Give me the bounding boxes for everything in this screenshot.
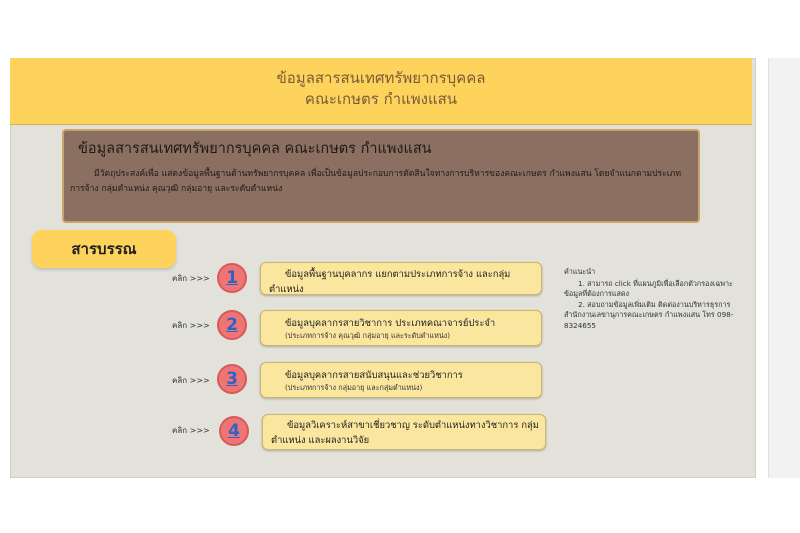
nav-item-3-sublabel[interactable]: (ประเภทการจ้าง กลุ่มอายุ และกลุ่มตำแหน่ง) xyxy=(285,383,423,392)
nav-item-2-sublabel[interactable]: (ประเภทการจ้าง คุณวุฒิ กลุ่มอายุ และระดับตำแหน่ง) xyxy=(285,331,451,340)
right-scrollbar-area[interactable] xyxy=(768,58,800,478)
info-title: ข้อมูลสารสนเทศทรัพยากรบุคคล คณะเกษตร กำแพงแสน xyxy=(78,141,432,157)
click-hint-4: คลิก >>> xyxy=(172,426,210,435)
nav-item-3[interactable] xyxy=(260,362,542,398)
nav-number-3[interactable] xyxy=(217,364,247,394)
nav-number-1-text[interactable]: 1 xyxy=(226,268,238,288)
nav-item-2-label[interactable]: ข้อมูลบุคลากรสายวิชาการ ประเภทคณาจารย์ประจำ xyxy=(285,318,496,329)
nav-number-2[interactable] xyxy=(217,310,247,340)
toc-label: สารบรรณ xyxy=(71,240,137,258)
banner-title-line2: คณะเกษตร กำแพงแสน xyxy=(304,90,458,108)
info-description: มีวัตถุประสงค์เพื่อ แสดงข้อมูลพื้นฐานด้านทรัพยากรบุคคล เพื่อเป็นข้อมูลประกอบการตัดสินใจทางการบริหารของคณะเกษตร กำแพงแสน โดยจำแนกตามประเภทการจ้าง กลุ่มตำแหน่ง คุณวุฒิ กลุ่มอายุ และระดับตำแหน่ง xyxy=(70,169,682,194)
advice-panel xyxy=(564,267,744,331)
nav-number-4-text[interactable]: 4 xyxy=(228,421,240,441)
nav-number-3-text[interactable]: 3 xyxy=(226,369,238,389)
title-banner xyxy=(10,58,752,125)
advice-heading: คำแนะนำ xyxy=(564,267,596,276)
nav-number-2-text[interactable]: 2 xyxy=(226,315,238,335)
nav-item-1-label[interactable]: ข้อมูลพื้นฐานบุคลากร แยกตามประเภทการจ้าง และกลุ่มตำแหน่ง xyxy=(269,269,511,295)
info-panel xyxy=(62,129,700,223)
top-white-strip xyxy=(0,0,800,58)
nav-item-3-label[interactable]: ข้อมูลบุคลากรสายสนับสนุนและช่วยวิชาการ xyxy=(285,370,463,381)
advice-point-2: 2. สอบถามข้อมูลเพิ่มเติม ติดต่องานบริหารธุรการ สำนักงานเลขานุการคณะเกษตร กำแพงแสน โทร 098-8324655 xyxy=(564,299,734,330)
nav-number-4[interactable] xyxy=(219,416,249,446)
click-hint-2: คลิก >>> xyxy=(172,321,210,330)
nav-number-1[interactable] xyxy=(217,263,247,293)
nav-item-4-label[interactable]: ข้อมูลวิเคราะห์สาขาเชี่ยวชาญ ระดับตำแหน่งทางวิชาการ กลุ่มตำแหน่ง และผลงานวิจัย xyxy=(271,420,539,446)
nav-item-4[interactable] xyxy=(262,414,546,450)
banner-title-line1: ข้อมูลสารสนเทศทรัพยากรบุคคล xyxy=(276,69,486,87)
bottom-white-strip xyxy=(0,478,800,533)
toc-label-box xyxy=(32,230,176,268)
advice-point-1: 1. สามารถ click ที่แผนภูมิเพื่อเลือกตัวกรองเฉพาะข้อมูลที่ต้องการแสดง xyxy=(564,278,733,298)
click-hint-1: คลิก >>> xyxy=(172,274,210,283)
nav-item-1[interactable] xyxy=(260,262,542,295)
nav-item-2[interactable] xyxy=(260,310,542,346)
click-hint-3: คลิก >>> xyxy=(172,376,210,385)
